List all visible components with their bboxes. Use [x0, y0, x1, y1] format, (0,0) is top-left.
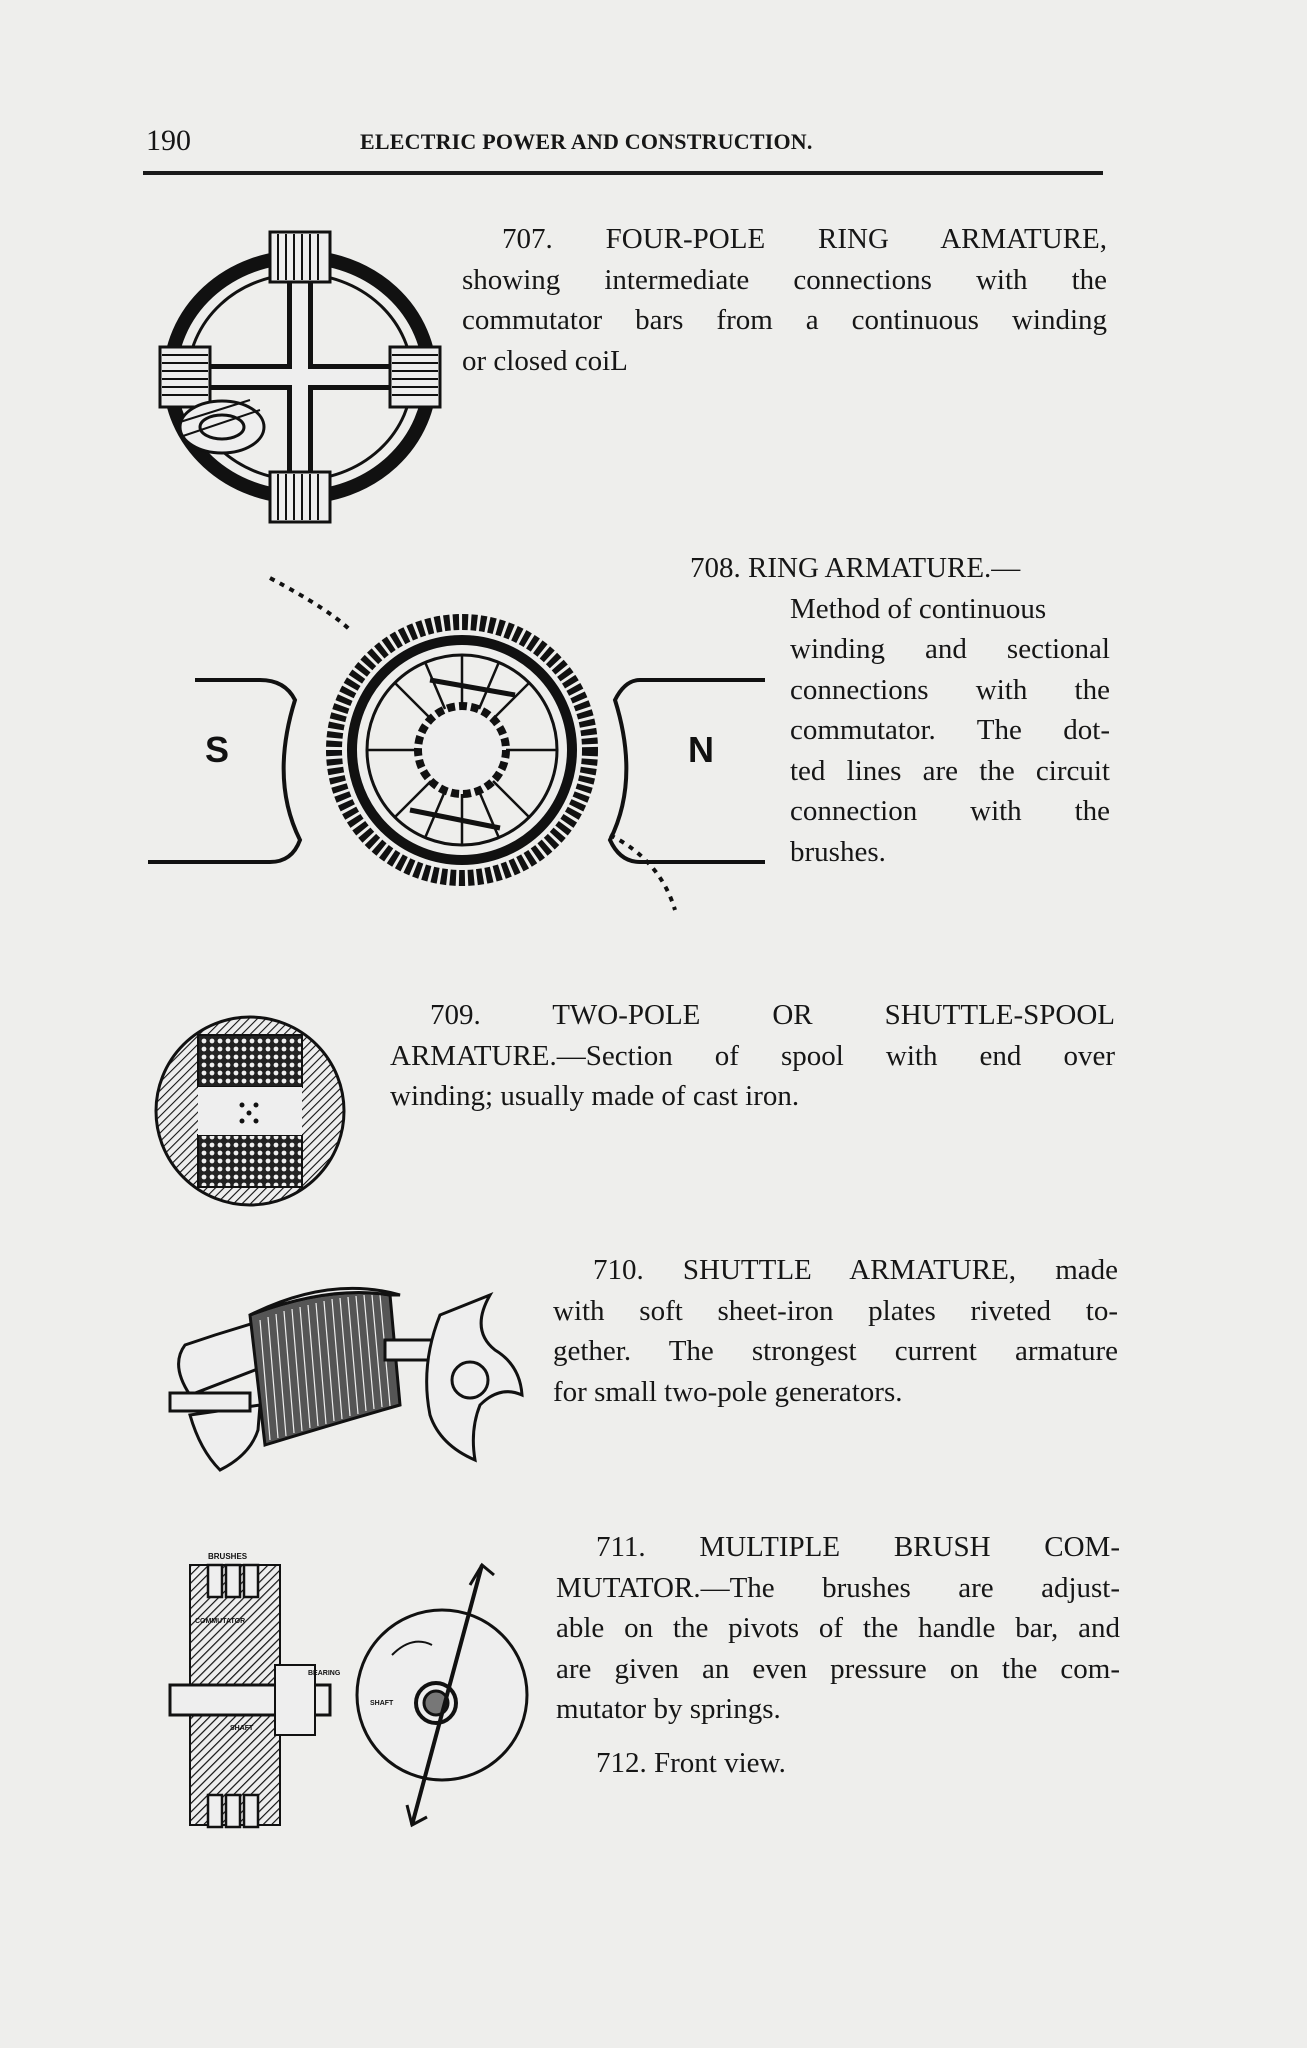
label-bearing: BEARING [308, 1670, 341, 1677]
caption-line: 707. FOUR-POLE RING ARMATURE, [502, 223, 1107, 255]
caption-line: with soft sheet-iron plates riveted to- [553, 1294, 1118, 1327]
fig-707-four-pole-ring-armature [150, 222, 450, 532]
caption-line: Method of continuous [790, 592, 1047, 625]
label-brushes: BRUSHES [208, 1552, 248, 1561]
caption-line: are given an even pressure on the com- [556, 1652, 1120, 1685]
fig-709-shuttle-spool-section [152, 1013, 348, 1209]
label-shaft-front: SHAFT [370, 1700, 394, 1707]
caption-fig-709 [390, 995, 1115, 1117]
caption-line: showing intermediate connections with the [462, 263, 1107, 296]
caption-line: winding and sectional [790, 633, 1110, 665]
label-shaft-side: SHAFT [230, 1725, 254, 1732]
caption-line: MUTATOR.—The brushes are adjust- [556, 1571, 1120, 1604]
caption-line: connections with the [790, 673, 1110, 706]
caption-line: 711. MULTIPLE BRUSH COM- [596, 1531, 1120, 1563]
caption-line: connection with the [790, 795, 1110, 827]
label-commutator: COMMUTATOR [195, 1618, 246, 1625]
caption-fig-707 [462, 219, 1107, 381]
caption-line: brushes. [790, 835, 886, 868]
caption-fig-711 [556, 1527, 1120, 1730]
caption-line: 709. TWO-POLE OR SHUTTLE-SPOOL [430, 999, 1115, 1031]
header-rule [143, 171, 1103, 175]
caption-fig-712: 712. Front view. [596, 1747, 786, 1779]
pole-north-label: N [688, 729, 714, 770]
caption-line: 708. RING ARMATURE.— [690, 552, 1021, 584]
caption-line: gether. The strongest current armature [553, 1335, 1118, 1367]
caption-fig-708 [690, 548, 1110, 872]
caption-line: commutator bars from a continuous winding [462, 304, 1107, 336]
caption-line: 710. SHUTTLE ARMATURE, made [593, 1254, 1118, 1286]
caption-line: commutator. The dot- [790, 714, 1110, 746]
caption-line: or closed coiL [462, 344, 628, 377]
caption-line: winding; usually made of cast iron. [390, 1080, 800, 1112]
caption-line: ARMATURE.—Section of spool with end over [390, 1039, 1115, 1072]
page-number: 190 [146, 124, 191, 157]
caption-line: ted lines are the circuit [790, 754, 1110, 787]
caption-line: able on the pivots of the handle bar, and [556, 1612, 1120, 1644]
fig-711-multiple-brush-commutator [160, 1545, 360, 1835]
caption-line: for small two-pole generators. [553, 1375, 903, 1408]
caption-fig-710 [553, 1250, 1118, 1412]
fig-710-shuttle-armature [150, 1255, 530, 1495]
fig-712-front-view [352, 1555, 532, 1835]
caption-line: mutator by springs. [556, 1693, 781, 1725]
pole-south-label: S [205, 729, 230, 770]
running-title: ELECTRIC POWER AND CONSTRUCTION. [360, 129, 813, 154]
